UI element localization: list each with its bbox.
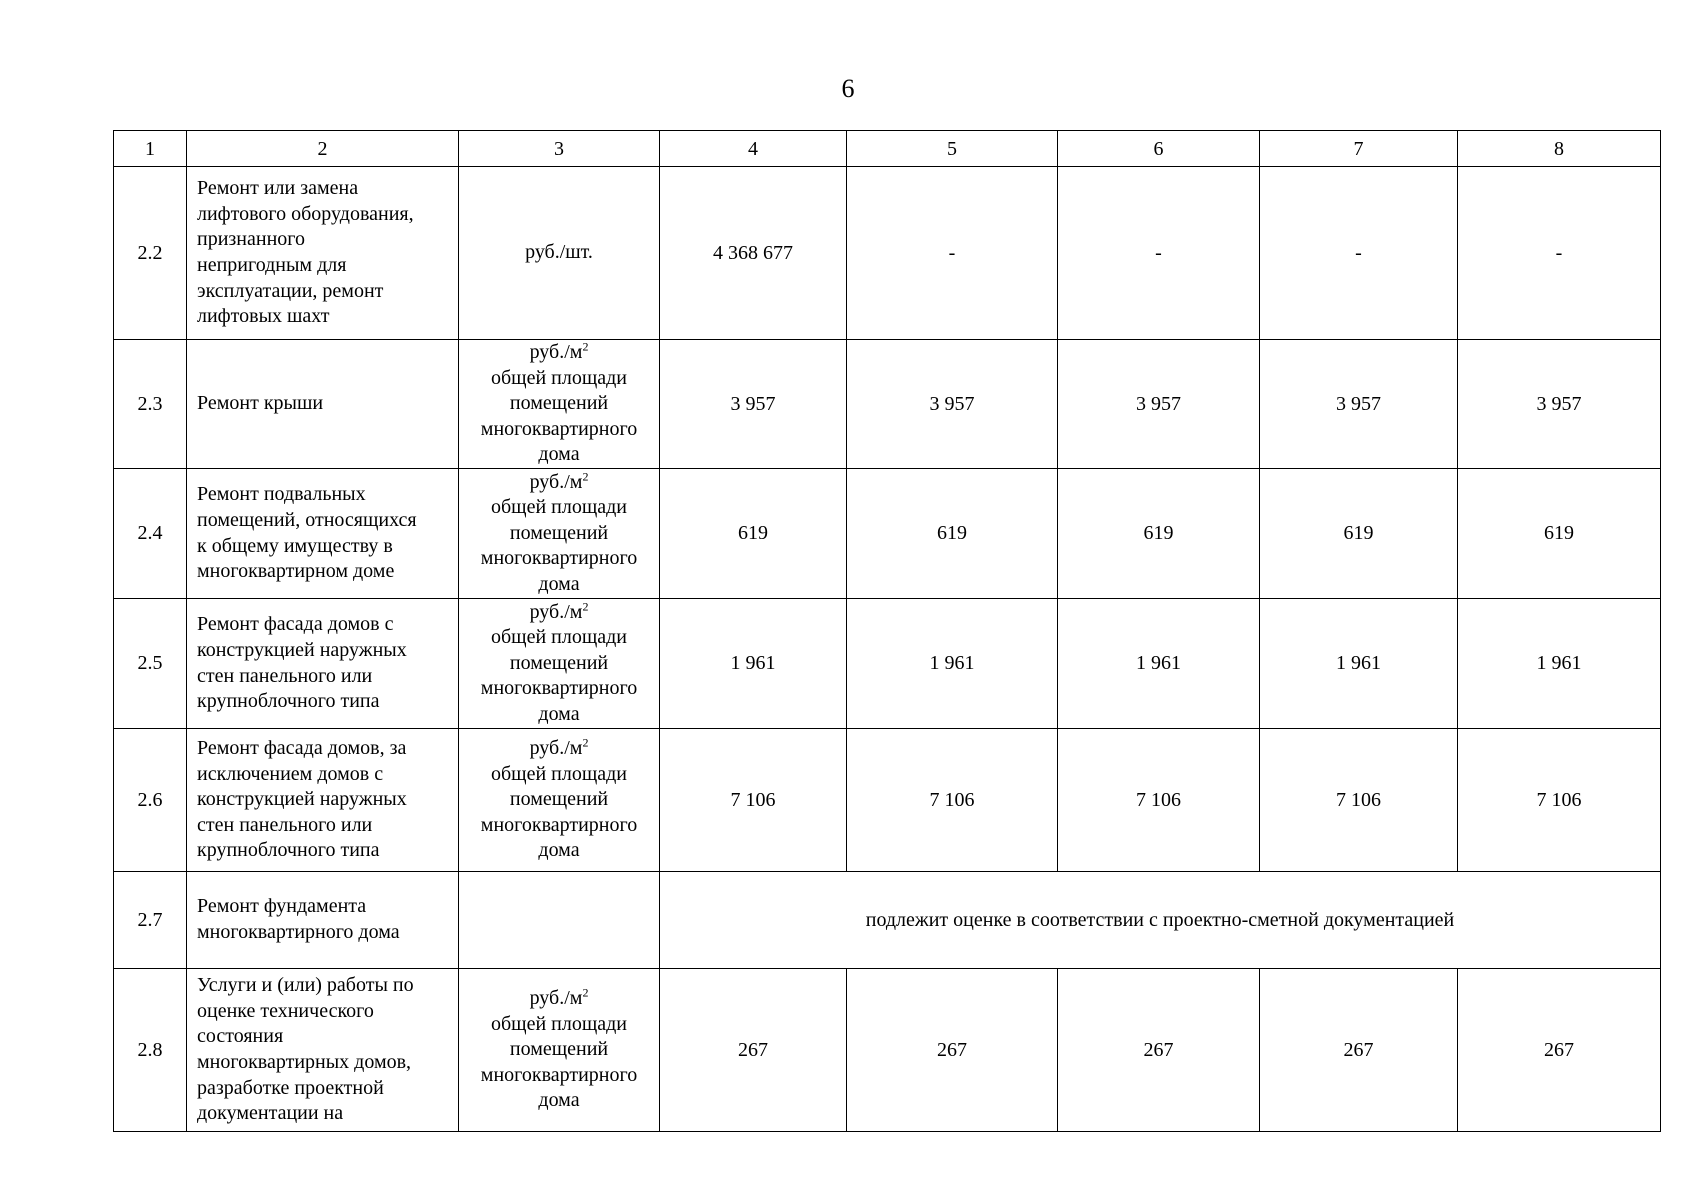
unit-line: общей площади bbox=[491, 1012, 627, 1035]
row-number: 2.5 bbox=[114, 599, 187, 729]
unit-prefix: руб./м bbox=[529, 600, 583, 623]
value-cell: 619 bbox=[1058, 469, 1260, 599]
unit-cell bbox=[459, 340, 660, 469]
work-name bbox=[187, 599, 459, 729]
work-name-line: стен панельного или bbox=[197, 664, 373, 687]
value-cell: 619 bbox=[1260, 469, 1458, 599]
unit-prefix: руб./м bbox=[529, 470, 583, 493]
work-name bbox=[187, 969, 459, 1132]
work-name-line: исключением домов с bbox=[197, 762, 384, 785]
value-cell: 267 bbox=[1058, 969, 1260, 1132]
table-row bbox=[114, 599, 1661, 729]
header-row bbox=[114, 131, 1661, 167]
value-cell: 3 957 bbox=[660, 340, 847, 469]
unit-line: многоквартирного bbox=[480, 1063, 638, 1086]
column-header: 3 bbox=[459, 131, 660, 167]
unit-line: общей площади bbox=[491, 496, 627, 519]
work-name-line: помещений, относящихся bbox=[197, 508, 417, 531]
work-name-line: Ремонт подвальных bbox=[197, 483, 366, 506]
unit-cell bbox=[459, 872, 660, 969]
column-header: 4 bbox=[660, 131, 847, 167]
value-cell: 3 957 bbox=[1458, 340, 1661, 469]
value-cell: 1 961 bbox=[660, 599, 847, 729]
value-cell: 619 bbox=[847, 469, 1058, 599]
unit-line: многоквартирного bbox=[480, 417, 638, 440]
work-name-line: признанного bbox=[197, 228, 305, 251]
unit-line: помещений bbox=[509, 1038, 609, 1061]
value-cell: 267 bbox=[1458, 969, 1661, 1132]
row-number: 2.2 bbox=[114, 167, 187, 340]
table-row bbox=[114, 969, 1661, 1132]
work-name-line: к общему имуществу в bbox=[197, 534, 393, 557]
value-cell: 7 106 bbox=[1058, 729, 1260, 872]
work-name-line: Ремонт или замена bbox=[197, 177, 359, 200]
unit-cell bbox=[459, 469, 660, 599]
work-name-line: эксплуатации, ремонт bbox=[197, 279, 384, 302]
column-header: 7 bbox=[1260, 131, 1458, 167]
work-name-line: разработке проектной bbox=[197, 1076, 384, 1099]
page-number: 6 bbox=[841, 74, 855, 103]
value-cell: 7 106 bbox=[1458, 729, 1661, 872]
work-name bbox=[187, 340, 459, 469]
value-cell: 7 106 bbox=[847, 729, 1058, 872]
work-name-line: Ремонт фундамента bbox=[197, 895, 367, 918]
unit-line: помещений bbox=[509, 521, 609, 544]
value-cell: 619 bbox=[1458, 469, 1661, 599]
unit-superscript: 2 bbox=[582, 468, 589, 483]
unit-superscript: 2 bbox=[582, 339, 589, 354]
unit-prefix: руб./м bbox=[529, 987, 583, 1010]
unit-superscript: 2 bbox=[582, 598, 589, 613]
work-name-line: многоквартирного дома bbox=[197, 921, 400, 943]
work-name-line: лифтового оборудования, bbox=[197, 202, 414, 225]
value-cell: 4 368 677 bbox=[660, 167, 847, 340]
work-name-line: документации на bbox=[197, 1102, 344, 1125]
value-cell: - bbox=[1058, 167, 1260, 340]
work-name-line: Ремонт крыши bbox=[197, 392, 324, 415]
unit-line: помещений bbox=[509, 392, 609, 415]
work-name-line: стен панельного или bbox=[197, 813, 373, 836]
work-name-line: крупноблочного типа bbox=[197, 839, 380, 862]
unit-line: многоквартирного bbox=[480, 547, 638, 570]
row-number: 2.8 bbox=[114, 969, 187, 1132]
value-cell: 267 bbox=[847, 969, 1058, 1132]
rates-table bbox=[113, 130, 1661, 1132]
column-header: 2 bbox=[187, 131, 459, 167]
table-row bbox=[114, 729, 1661, 872]
value-cell: 1 961 bbox=[1458, 599, 1661, 729]
work-name-line: конструкцией наружных bbox=[197, 638, 407, 661]
work-name-line: непригодным для bbox=[197, 254, 347, 276]
table-row bbox=[114, 167, 1661, 340]
unit-line: помещений bbox=[509, 788, 609, 811]
value-cell: 3 957 bbox=[847, 340, 1058, 469]
unit-line: многоквартирного bbox=[480, 813, 638, 836]
table-row bbox=[114, 872, 1661, 969]
work-name bbox=[187, 872, 459, 969]
row-number: 2.6 bbox=[114, 729, 187, 872]
unit-line: дома bbox=[538, 572, 580, 595]
table-row bbox=[114, 469, 1661, 599]
work-name-line: Ремонт фасада домов, за bbox=[197, 737, 407, 760]
unit-line: дома bbox=[538, 702, 580, 725]
merged-note-cell: подлежит оценке в соответствии с проектно-сметной документацией bbox=[660, 872, 1661, 969]
unit-line: общей площади bbox=[491, 762, 627, 785]
work-name-line: многоквартирном доме bbox=[197, 560, 395, 583]
column-header: 5 bbox=[847, 131, 1058, 167]
row-number: 2.4 bbox=[114, 469, 187, 599]
value-cell: 267 bbox=[660, 969, 847, 1132]
work-name bbox=[187, 729, 459, 872]
value-cell: 1 961 bbox=[847, 599, 1058, 729]
work-name-line: лифтовых шахт bbox=[197, 305, 330, 328]
work-name-line: Ремонт фасада домов с bbox=[197, 613, 394, 636]
unit-line: помещений bbox=[509, 651, 609, 674]
unit-line: дома bbox=[538, 1089, 580, 1112]
unit-prefix: руб./м bbox=[529, 341, 583, 364]
column-header: 8 bbox=[1458, 131, 1661, 167]
unit-line: общей площади bbox=[491, 366, 627, 389]
work-name-line: Услуги и (или) работы по bbox=[197, 974, 414, 997]
unit-line: дома bbox=[538, 839, 580, 862]
unit-line: дома bbox=[538, 443, 580, 466]
work-name-line: конструкцией наружных bbox=[197, 788, 407, 811]
work-name-line: состояния bbox=[197, 1025, 284, 1048]
unit-prefix: руб./м bbox=[529, 737, 583, 760]
value-cell: - bbox=[1260, 167, 1458, 340]
column-header: 1 bbox=[114, 131, 187, 167]
value-cell: 3 957 bbox=[1260, 340, 1458, 469]
unit-cell bbox=[459, 969, 660, 1132]
unit-superscript: 2 bbox=[582, 735, 589, 750]
value-cell: 1 961 bbox=[1260, 599, 1458, 729]
value-cell: 7 106 bbox=[660, 729, 847, 872]
unit-cell: руб./шт. bbox=[459, 167, 660, 340]
value-cell: 619 bbox=[660, 469, 847, 599]
value-cell: 3 957 bbox=[1058, 340, 1260, 469]
row-number: 2.3 bbox=[114, 340, 187, 469]
table-row bbox=[114, 340, 1661, 469]
unit-line: общей площади bbox=[491, 626, 627, 649]
value-cell: - bbox=[1458, 167, 1661, 340]
work-name-line: многоквартирных домов, bbox=[197, 1051, 412, 1073]
row-number: 2.7 bbox=[114, 872, 187, 969]
work-name-line: оценке технического bbox=[197, 999, 374, 1022]
unit-line: многоквартирного bbox=[480, 677, 638, 700]
value-cell: - bbox=[847, 167, 1058, 340]
value-cell: 267 bbox=[1260, 969, 1458, 1132]
work-name-line: крупноблочного типа bbox=[197, 690, 380, 713]
unit-cell bbox=[459, 729, 660, 872]
unit-cell bbox=[459, 599, 660, 729]
column-header: 6 bbox=[1058, 131, 1260, 167]
value-cell: 7 106 bbox=[1260, 729, 1458, 872]
value-cell: 1 961 bbox=[1058, 599, 1260, 729]
unit-superscript: 2 bbox=[582, 985, 589, 1000]
work-name bbox=[187, 167, 459, 340]
work-name bbox=[187, 469, 459, 599]
